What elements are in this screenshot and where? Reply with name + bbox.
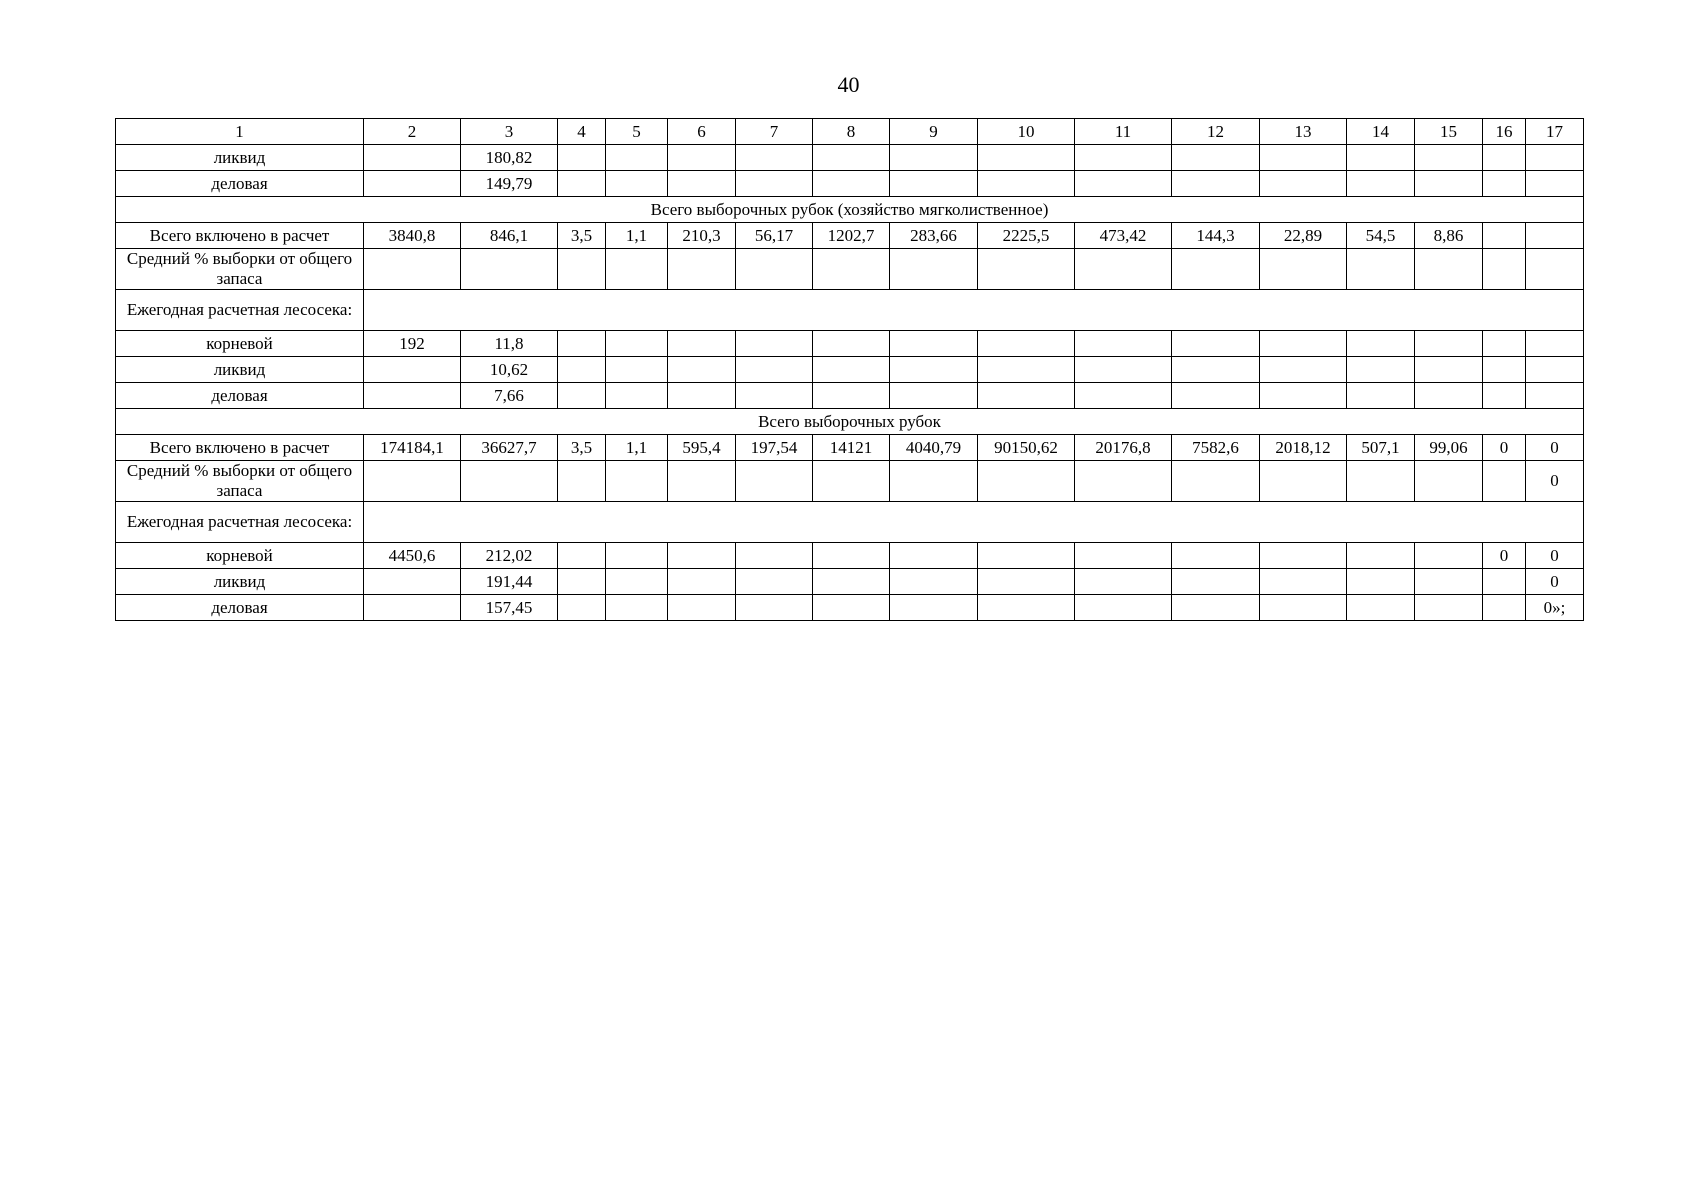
- table-cell: [1483, 357, 1526, 383]
- table-row: [116, 290, 1584, 331]
- table-cell: [558, 171, 606, 197]
- table-cell: 22,89: [1260, 223, 1347, 249]
- column-number-header: 4: [558, 119, 606, 145]
- table-cell: [890, 249, 978, 290]
- table-row: [116, 435, 1584, 461]
- table-cell: [1483, 331, 1526, 357]
- table-cell: [978, 145, 1075, 171]
- table-cell: [1260, 461, 1347, 502]
- table-cell: [1483, 461, 1526, 502]
- table-row: [116, 543, 1584, 569]
- table-cell: 3,5: [558, 435, 606, 461]
- table-cell: [1526, 383, 1584, 409]
- column-number-header: 12: [1172, 119, 1260, 145]
- table-cell: [364, 595, 461, 621]
- table-cell: 197,54: [736, 435, 813, 461]
- table-cell: [890, 543, 978, 569]
- table-cell: [606, 595, 668, 621]
- table-cell: [1347, 461, 1415, 502]
- table-cell: [1260, 331, 1347, 357]
- table-cell: 0: [1483, 543, 1526, 569]
- table-cell: [736, 461, 813, 502]
- table-cell: [1415, 383, 1483, 409]
- table-cell: 1,1: [606, 435, 668, 461]
- table-cell: [978, 357, 1075, 383]
- table-row: [116, 595, 1584, 621]
- table-cell: [813, 145, 890, 171]
- table-cell: [1172, 171, 1260, 197]
- table-cell: 2018,12: [1260, 435, 1347, 461]
- table-cell: [668, 171, 736, 197]
- table-cell: [1526, 223, 1584, 249]
- table-cell: 210,3: [668, 223, 736, 249]
- table-cell: [1483, 249, 1526, 290]
- table-cell: [978, 569, 1075, 595]
- table-cell: [1075, 543, 1172, 569]
- table-cell: [813, 569, 890, 595]
- table-row: [116, 249, 1584, 290]
- table-cell: [1347, 543, 1415, 569]
- table-row: [116, 145, 1584, 171]
- table-cell: [1415, 331, 1483, 357]
- column-number-header: 11: [1075, 119, 1172, 145]
- column-number-header: 3: [461, 119, 558, 145]
- table-cell: [1526, 357, 1584, 383]
- table-cell: [890, 461, 978, 502]
- table-cell: 191,44: [461, 569, 558, 595]
- forest-cutting-table: [115, 118, 1584, 621]
- table-cell: [1415, 543, 1483, 569]
- table-row: [116, 171, 1584, 197]
- table-cell: 0: [1483, 435, 1526, 461]
- table-cell: 3,5: [558, 223, 606, 249]
- column-number-header: 14: [1347, 119, 1415, 145]
- table-cell: [668, 543, 736, 569]
- table-cell: 0: [1526, 435, 1584, 461]
- table-cell: [890, 383, 978, 409]
- table-cell: [1075, 145, 1172, 171]
- table-cell: [558, 331, 606, 357]
- table-cell: [1483, 171, 1526, 197]
- table-cell: [364, 383, 461, 409]
- table-cell: [558, 383, 606, 409]
- table-cell: [1347, 249, 1415, 290]
- table-cell: [1075, 331, 1172, 357]
- column-number-header: 10: [978, 119, 1075, 145]
- table-row: [116, 461, 1584, 502]
- table-cell: 507,1: [1347, 435, 1415, 461]
- table-cell: [1347, 569, 1415, 595]
- table-cell: [1260, 569, 1347, 595]
- table-row: [116, 357, 1584, 383]
- table-cell: 180,82: [461, 145, 558, 171]
- table-cell: 11,8: [461, 331, 558, 357]
- table-cell: [1172, 331, 1260, 357]
- table-cell: 0: [1526, 461, 1584, 502]
- table-cell: [1415, 595, 1483, 621]
- table-cell: [1075, 595, 1172, 621]
- table-cell: [1347, 383, 1415, 409]
- table-cell: 0: [1526, 569, 1584, 595]
- table-cell: [668, 461, 736, 502]
- table-cell: [1260, 145, 1347, 171]
- table-cell: [606, 383, 668, 409]
- table-cell: [461, 461, 558, 502]
- table-cell: [606, 543, 668, 569]
- row-label: корневой: [116, 543, 364, 569]
- table-cell: [1075, 171, 1172, 197]
- table-header-row: [116, 119, 1584, 145]
- table-cell: [978, 331, 1075, 357]
- table-cell: [1172, 383, 1260, 409]
- table-cell: [1415, 569, 1483, 595]
- table-cell: [1415, 145, 1483, 171]
- table-cell: [558, 357, 606, 383]
- table-cell: [1483, 145, 1526, 171]
- table-cell: 1,1: [606, 223, 668, 249]
- merged-empty-cell: [364, 502, 1584, 543]
- row-label: Ежегодная расчетная лесосека:: [116, 502, 364, 543]
- row-label: ликвид: [116, 145, 364, 171]
- table-cell: 1202,7: [813, 223, 890, 249]
- table-cell: [978, 461, 1075, 502]
- column-number-header: 6: [668, 119, 736, 145]
- table-cell: [1415, 357, 1483, 383]
- column-number-header: 8: [813, 119, 890, 145]
- table-cell: [364, 171, 461, 197]
- table-row: [116, 502, 1584, 543]
- table-cell: 14121: [813, 435, 890, 461]
- table-cell: [558, 461, 606, 502]
- table-cell: [813, 171, 890, 197]
- table-cell: [1075, 569, 1172, 595]
- table-cell: [668, 331, 736, 357]
- table-cell: 20176,8: [1075, 435, 1172, 461]
- table-cell: [1172, 357, 1260, 383]
- table-cell: 144,3: [1172, 223, 1260, 249]
- table-cell: 157,45: [461, 595, 558, 621]
- table-cell: 0»;: [1526, 595, 1584, 621]
- column-number-header: 7: [736, 119, 813, 145]
- table-cell: [606, 145, 668, 171]
- table-cell: [606, 569, 668, 595]
- table-cell: [606, 461, 668, 502]
- table-cell: [736, 171, 813, 197]
- column-number-header: 9: [890, 119, 978, 145]
- table-cell: 3840,8: [364, 223, 461, 249]
- table-cell: [558, 569, 606, 595]
- table-cell: 595,4: [668, 435, 736, 461]
- table-cell: [978, 171, 1075, 197]
- section-heading-row: [116, 197, 1584, 223]
- column-number-header: 13: [1260, 119, 1347, 145]
- table-cell: 149,79: [461, 171, 558, 197]
- table-cell: [1347, 595, 1415, 621]
- table-cell: 10,62: [461, 357, 558, 383]
- table-cell: [1347, 171, 1415, 197]
- table-cell: [1075, 461, 1172, 502]
- table-cell: 2225,5: [978, 223, 1075, 249]
- table-cell: [736, 145, 813, 171]
- table-cell: [606, 171, 668, 197]
- merged-empty-cell: [364, 290, 1584, 331]
- table-cell: 473,42: [1075, 223, 1172, 249]
- table-cell: 56,17: [736, 223, 813, 249]
- table-cell: [1260, 357, 1347, 383]
- table-cell: [1483, 595, 1526, 621]
- table-cell: [890, 569, 978, 595]
- column-number-header: 2: [364, 119, 461, 145]
- table-cell: [1075, 383, 1172, 409]
- table-cell: 7,66: [461, 383, 558, 409]
- row-label: Ежегодная расчетная лесосека:: [116, 290, 364, 331]
- table-cell: [813, 543, 890, 569]
- table-cell: [364, 249, 461, 290]
- table-cell: 174184,1: [364, 435, 461, 461]
- row-label: ликвид: [116, 357, 364, 383]
- table-cell: [1172, 569, 1260, 595]
- table-cell: [1172, 595, 1260, 621]
- table-row: [116, 331, 1584, 357]
- table-cell: [558, 249, 606, 290]
- section-heading: Всего выборочных рубок: [116, 409, 1584, 435]
- table-cell: [558, 595, 606, 621]
- table-cell: [978, 249, 1075, 290]
- table-cell: [736, 249, 813, 290]
- row-label: Всего включено в расчет: [116, 435, 364, 461]
- table-cell: [1347, 145, 1415, 171]
- table-cell: [1172, 145, 1260, 171]
- table-cell: 90150,62: [978, 435, 1075, 461]
- table-cell: [1075, 357, 1172, 383]
- table-cell: 4450,6: [364, 543, 461, 569]
- table-cell: [1415, 461, 1483, 502]
- table-cell: [558, 145, 606, 171]
- table-cell: [1526, 331, 1584, 357]
- table-cell: [364, 357, 461, 383]
- column-number-header: 16: [1483, 119, 1526, 145]
- table-cell: [364, 145, 461, 171]
- table-cell: [1172, 461, 1260, 502]
- table-cell: [813, 331, 890, 357]
- row-label: Всего включено в расчет: [116, 223, 364, 249]
- table-cell: [1260, 171, 1347, 197]
- table-cell: [1483, 569, 1526, 595]
- table-cell: 99,06: [1415, 435, 1483, 461]
- page-number: 40: [837, 72, 860, 97]
- table-cell: [736, 569, 813, 595]
- table-cell: [461, 249, 558, 290]
- row-label: деловая: [116, 171, 364, 197]
- table-cell: [668, 357, 736, 383]
- table-cell: 192: [364, 331, 461, 357]
- table-cell: [1347, 357, 1415, 383]
- table-cell: [890, 171, 978, 197]
- table-cell: 212,02: [461, 543, 558, 569]
- section-heading-row: [116, 409, 1584, 435]
- table-cell: [606, 357, 668, 383]
- table-cell: 54,5: [1347, 223, 1415, 249]
- table-cell: 7582,6: [1172, 435, 1260, 461]
- row-label: Средний % выборки от общего запаса: [116, 249, 364, 290]
- table-cell: [890, 595, 978, 621]
- table-cell: [1526, 249, 1584, 290]
- table-cell: [813, 357, 890, 383]
- table-cell: [668, 595, 736, 621]
- table-cell: [978, 595, 1075, 621]
- table-cell: [606, 249, 668, 290]
- table-cell: [890, 357, 978, 383]
- table-cell: 846,1: [461, 223, 558, 249]
- table-cell: 4040,79: [890, 435, 978, 461]
- table-cell: [736, 595, 813, 621]
- table-cell: [668, 145, 736, 171]
- table-cell: [606, 331, 668, 357]
- table-cell: [668, 569, 736, 595]
- table-cell: [668, 249, 736, 290]
- table-cell: [978, 543, 1075, 569]
- table-cell: [1172, 543, 1260, 569]
- table-cell: [736, 357, 813, 383]
- table-cell: [1075, 249, 1172, 290]
- table-cell: [736, 331, 813, 357]
- table-cell: [558, 543, 606, 569]
- table-cell: [1260, 543, 1347, 569]
- table-cell: [1260, 249, 1347, 290]
- table-cell: [1260, 383, 1347, 409]
- table-cell: [1526, 145, 1584, 171]
- table-cell: [813, 461, 890, 502]
- row-label: деловая: [116, 595, 364, 621]
- table-cell: [1526, 171, 1584, 197]
- table-cell: [890, 331, 978, 357]
- table-cell: [1483, 383, 1526, 409]
- column-number-header: 17: [1526, 119, 1584, 145]
- column-number-header: 5: [606, 119, 668, 145]
- table-cell: [1415, 249, 1483, 290]
- table-cell: [890, 145, 978, 171]
- table-cell: [1347, 331, 1415, 357]
- row-label: ликвид: [116, 569, 364, 595]
- table-cell: 36627,7: [461, 435, 558, 461]
- table-cell: [1483, 223, 1526, 249]
- row-label: деловая: [116, 383, 364, 409]
- row-label: Средний % выборки от общего запаса: [116, 461, 364, 502]
- table-cell: [813, 249, 890, 290]
- table-row: [116, 223, 1584, 249]
- row-label: корневой: [116, 331, 364, 357]
- table-cell: [1260, 595, 1347, 621]
- table-row: [116, 569, 1584, 595]
- table-cell: [364, 569, 461, 595]
- column-number-header: 15: [1415, 119, 1483, 145]
- table-cell: [978, 383, 1075, 409]
- table-cell: [364, 461, 461, 502]
- table-cell: 8,86: [1415, 223, 1483, 249]
- table-cell: [1172, 249, 1260, 290]
- table-row: [116, 383, 1584, 409]
- table-cell: [813, 595, 890, 621]
- table-cell: [1415, 171, 1483, 197]
- table-cell: [813, 383, 890, 409]
- table-cell: [668, 383, 736, 409]
- table-cell: 0: [1526, 543, 1584, 569]
- table-cell: 283,66: [890, 223, 978, 249]
- column-number-header: 1: [116, 119, 364, 145]
- table-cell: [736, 383, 813, 409]
- section-heading: Всего выборочных рубок (хозяйство мягколиственное): [116, 197, 1584, 223]
- table-cell: [736, 543, 813, 569]
